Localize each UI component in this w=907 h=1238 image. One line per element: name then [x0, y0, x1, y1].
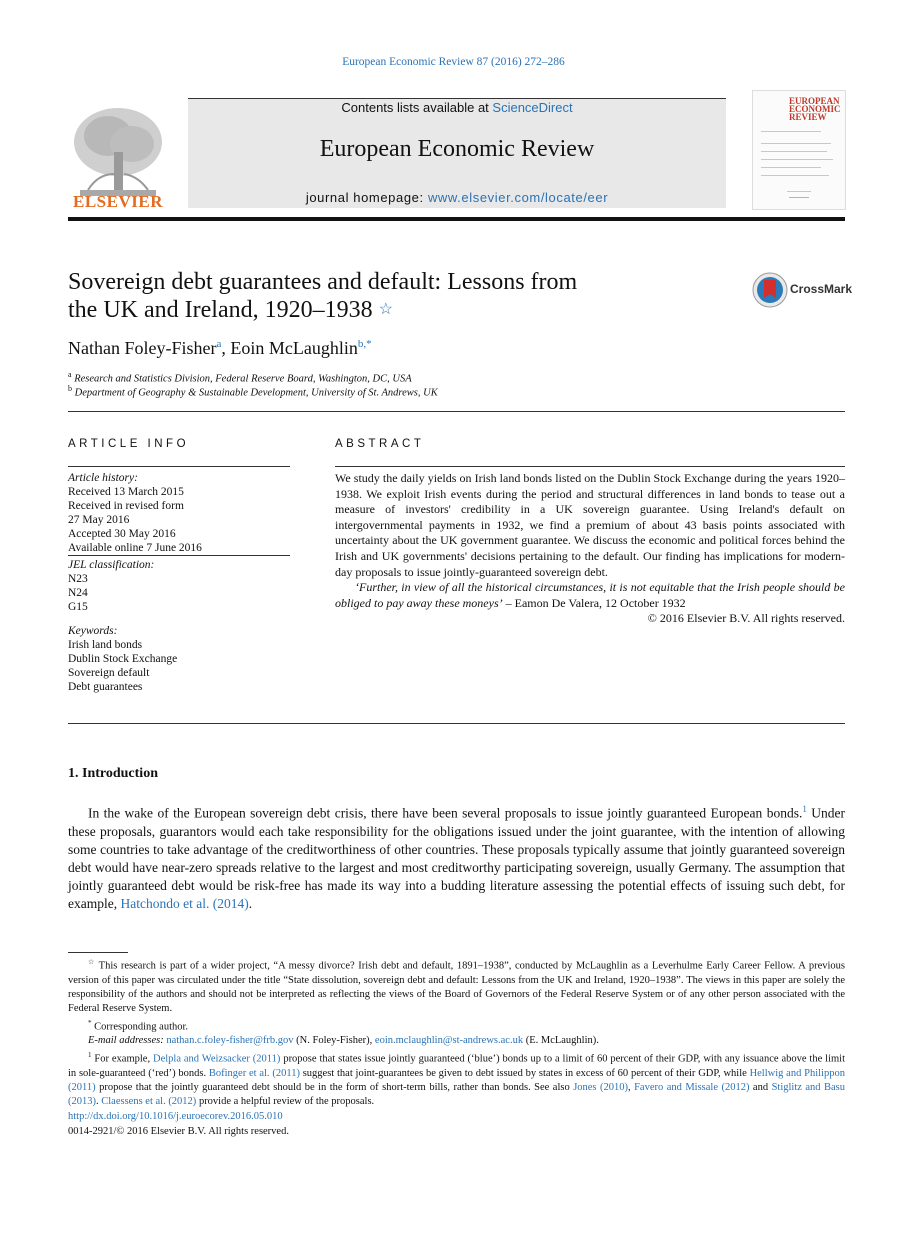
footnote-text: Corresponding author.	[91, 1021, 189, 1032]
affiliation-text: Research and Statistics Division, Federal Reserve Board, Washington, DC, USA	[74, 373, 412, 385]
body-text: Under these proposals, guarantors would each take responsibility for the obligations issued under the joint guarantee, with the intention of allowing some countries to take advantage of the creditworthiness of other countries. These proposals typically assume that jointly guaranteed sovereign debt would have near-zero spreads relative to the largest and most creditworthy participating sovereign, usually Germany. The assumption that jointly guaranteed debt would be risk-free has made its way into a budding literature assessing the potential effects of issuing such debt, for example,	[68, 805, 845, 911]
citation-link[interactable]: Hatchondo et al. (2014)	[120, 895, 249, 911]
footnote-text: provide a helpful review of the proposals.	[196, 1095, 375, 1107]
cover-decoration	[761, 167, 821, 168]
affiliation	[68, 370, 412, 385]
footnote-text: and	[749, 1081, 772, 1093]
author-name[interactable]: Nathan Foley-Fisher	[68, 338, 217, 358]
footnote-text: (E. McLaughlin).	[523, 1035, 599, 1046]
jel-code: N24	[68, 587, 88, 599]
article-info	[68, 466, 290, 694]
author-separator: ,	[221, 338, 231, 358]
history-item: Received in revised form	[68, 500, 184, 512]
cover-decoration	[761, 175, 829, 176]
body-paragraph	[68, 800, 845, 913]
citation-link[interactable]: Jones (2010)	[573, 1081, 628, 1093]
title-line: the UK and Ireland, 1920–1938	[68, 297, 373, 323]
footnote-text: propose that states issue jointly guaranteed (‘blue’) bonds up to a limit of 60 percent of their GDP, with any issuance above the limit in sole-guaranteed (‘red’) bonds.	[68, 1053, 845, 1079]
keyword: Irish land bonds	[68, 639, 143, 651]
footnote-text: (N. Foley-Fisher),	[293, 1035, 375, 1046]
banner-top-rule	[188, 98, 726, 99]
doi-link[interactable]: http://dx.doi.org/10.1016/j.euroecorev.2016.05.010	[68, 1111, 283, 1122]
footnote	[68, 1034, 845, 1048]
author-affil-sup[interactable]: b,*	[357, 338, 372, 350]
title-line: Sovereign debt guarantees and default: Lessons from	[68, 269, 578, 295]
crossmark-label: CrossMark	[790, 282, 853, 296]
footnote	[68, 1048, 845, 1109]
history-item: Received 13 March 2015	[68, 486, 184, 498]
cover-decoration	[789, 197, 809, 198]
cover-decoration	[761, 151, 827, 152]
header-thick-rule	[68, 217, 845, 221]
citation-link[interactable]: Claessens et al. (2012)	[101, 1095, 197, 1107]
keyword: Debt guarantees	[68, 681, 143, 693]
cover-title-line: REVIEW	[789, 112, 827, 122]
keywords-heading: Keywords:	[68, 625, 118, 637]
spacer	[68, 614, 290, 624]
journal-citation[interactable]: European Economic Review 87 (2016) 272–286	[342, 56, 565, 68]
abstract	[335, 466, 845, 627]
cover-decoration	[761, 143, 831, 144]
journal-homepage-line	[188, 190, 726, 205]
title-line-2	[68, 296, 668, 324]
abstract-text: We study the daily yields on Irish land bonds listed on the Dublin Stock Exchange during the years 1920–1938. We exploit Irish events during the period and structural differences in land bonds to tease out a measure of investors' credibility in a UK sovereign guarantee. Using Ireland's default on intergovernmental payments in 1932, we find a premium of about 43 basis points associated with uncertainty about the UK government guarantee. We discuss the economic and political forces behind the Irish and UK governments' decisions pertaining to the default. Our finding has implications for modern-day proposals to issue jointly-guaranteed sovereign debt.	[335, 471, 845, 579]
author-list	[68, 338, 372, 359]
author-name[interactable]: Eoin McLaughlin	[230, 338, 358, 358]
journal-banner	[188, 98, 726, 208]
email-link[interactable]: nathan.c.foley-fisher@frb.gov	[166, 1035, 294, 1046]
issn-line: 0014-2921/© 2016 Elsevier B.V. All rights reserved.	[68, 1126, 289, 1137]
author-affil-sup[interactable]: a	[216, 338, 222, 350]
affiliation	[68, 384, 438, 399]
affiliation-text: Department of Geography & Sustainable Development, University of St. Andrews, UK	[74, 387, 438, 399]
journal-title: European Economic Review	[319, 136, 595, 162]
cover-decoration	[761, 131, 821, 132]
journal-homepage-link[interactable]: www.elsevier.com/locate/eer	[427, 190, 609, 205]
keyword: Sovereign default	[68, 667, 150, 679]
cover-title-line: ECONOMIC	[789, 104, 841, 114]
footnote-mark: 1	[88, 1051, 92, 1059]
body-text: .	[248, 895, 253, 911]
abstract-heading: ABSTRACT	[335, 438, 425, 450]
sciencedirect-link[interactable]: ScienceDirect	[492, 100, 573, 115]
footnote-text: suggest that joint-guarantees be given to debt issued by states in excess of 60 percent of their GDP, while	[299, 1067, 750, 1079]
crossmark-badge[interactable]	[752, 272, 852, 308]
section-heading: 1. Introduction	[68, 766, 158, 781]
citation-link[interactable]: Hellwig and Philippon (2011)	[68, 1067, 845, 1093]
contents-prefix: Contents lists available at	[341, 100, 493, 115]
footnote-mark: ☆	[88, 958, 96, 966]
footnote-ref[interactable]: 1	[802, 804, 807, 814]
journal-cover-thumbnail[interactable]	[752, 90, 846, 210]
quote-attribution: – Eamon De Valera, 12 October 1932	[502, 595, 686, 610]
footnote	[68, 955, 845, 1016]
footnote-text: ,	[627, 1081, 635, 1093]
footnote-text: For example,	[91, 1053, 153, 1065]
title-footnote-star[interactable]: ☆	[378, 301, 393, 318]
section-rule	[68, 411, 845, 412]
citation-link[interactable]: Stiglitz and Basu (2013)	[68, 1081, 846, 1107]
footnote-text: This research is part of a wider project, “A messy divorce? Irish debt and default, 1891–1938”, conducted by McLaughlin as a Leverhulme Early Career Fellow. A previous version of this paper was circulated under the title “State dissolution, sovereign debt and default: Lessons from the UK and Ireland, 1920–1938”. The views in this paper are solely the responsibility of the authors and should not be interpreted as reflecting the views of the Board of Governors of the Federal Reserve System or of any other person associated with the Federal Reserve System.	[68, 960, 845, 1014]
citation-link[interactable]: Favero and Missale (2012)	[634, 1081, 750, 1093]
cover-title-line: EUROPEAN	[789, 96, 840, 106]
footnotes	[68, 955, 845, 1109]
body-text: In the wake of the European sovereign debt crisis, there have been several proposals to issue jointly guaranteed European bonds.	[88, 805, 803, 821]
elsevier-wordmark: ELSEVIER	[73, 192, 163, 211]
article-title	[68, 268, 668, 324]
footnote-rule	[68, 952, 128, 953]
affiliation-sup: b	[68, 384, 72, 393]
history-heading: Article history:	[68, 472, 138, 484]
jel-code: G15	[68, 601, 88, 613]
abstract-copyright: © 2016 Elsevier B.V. All rights reserved.	[647, 611, 845, 626]
introduction-body	[68, 800, 845, 913]
jel-heading: JEL classification:	[68, 559, 155, 571]
citation-link[interactable]: Delpla and Weizsacker (2011)	[153, 1053, 281, 1065]
abstract-quote	[335, 580, 845, 611]
cover-decoration	[761, 159, 833, 160]
email-label: E-mail addresses:	[88, 1035, 167, 1046]
quote-text: ‘Further, in view of all the historical circumstances, it is not equitable that the Irish people should be obliged to pay away these moneys’	[335, 580, 845, 610]
footnote-mark: *	[88, 1018, 92, 1027]
cover-decoration	[787, 191, 811, 192]
history-item: Accepted 30 May 2016	[68, 528, 176, 540]
footnote-text: propose that the jointly guaranteed debt should be in the form of short-term bills, rather than bonds. See also	[95, 1081, 574, 1093]
homepage-prefix: journal homepage:	[305, 190, 428, 205]
citation-link[interactable]: Bofinger et al. (2011)	[208, 1067, 300, 1079]
email-link[interactable]: eoin.mclaughlin@st-andrews.ac.uk	[374, 1035, 524, 1046]
footnote-text: .	[96, 1095, 102, 1107]
footnote	[68, 1016, 845, 1035]
article-info-heading: ARTICLE INFO	[68, 438, 190, 450]
crossmark-icon	[752, 272, 788, 308]
contents-line	[188, 100, 726, 115]
jel-code: N23	[68, 573, 88, 585]
affiliation-sup: a	[68, 370, 72, 379]
journal-header	[68, 88, 845, 210]
cover-title	[789, 97, 843, 121]
history-item: 27 May 2016	[68, 514, 130, 526]
section-rule	[68, 723, 845, 724]
keyword: Dublin Stock Exchange	[68, 653, 178, 665]
history-item: Available online 7 June 2016	[68, 542, 202, 554]
